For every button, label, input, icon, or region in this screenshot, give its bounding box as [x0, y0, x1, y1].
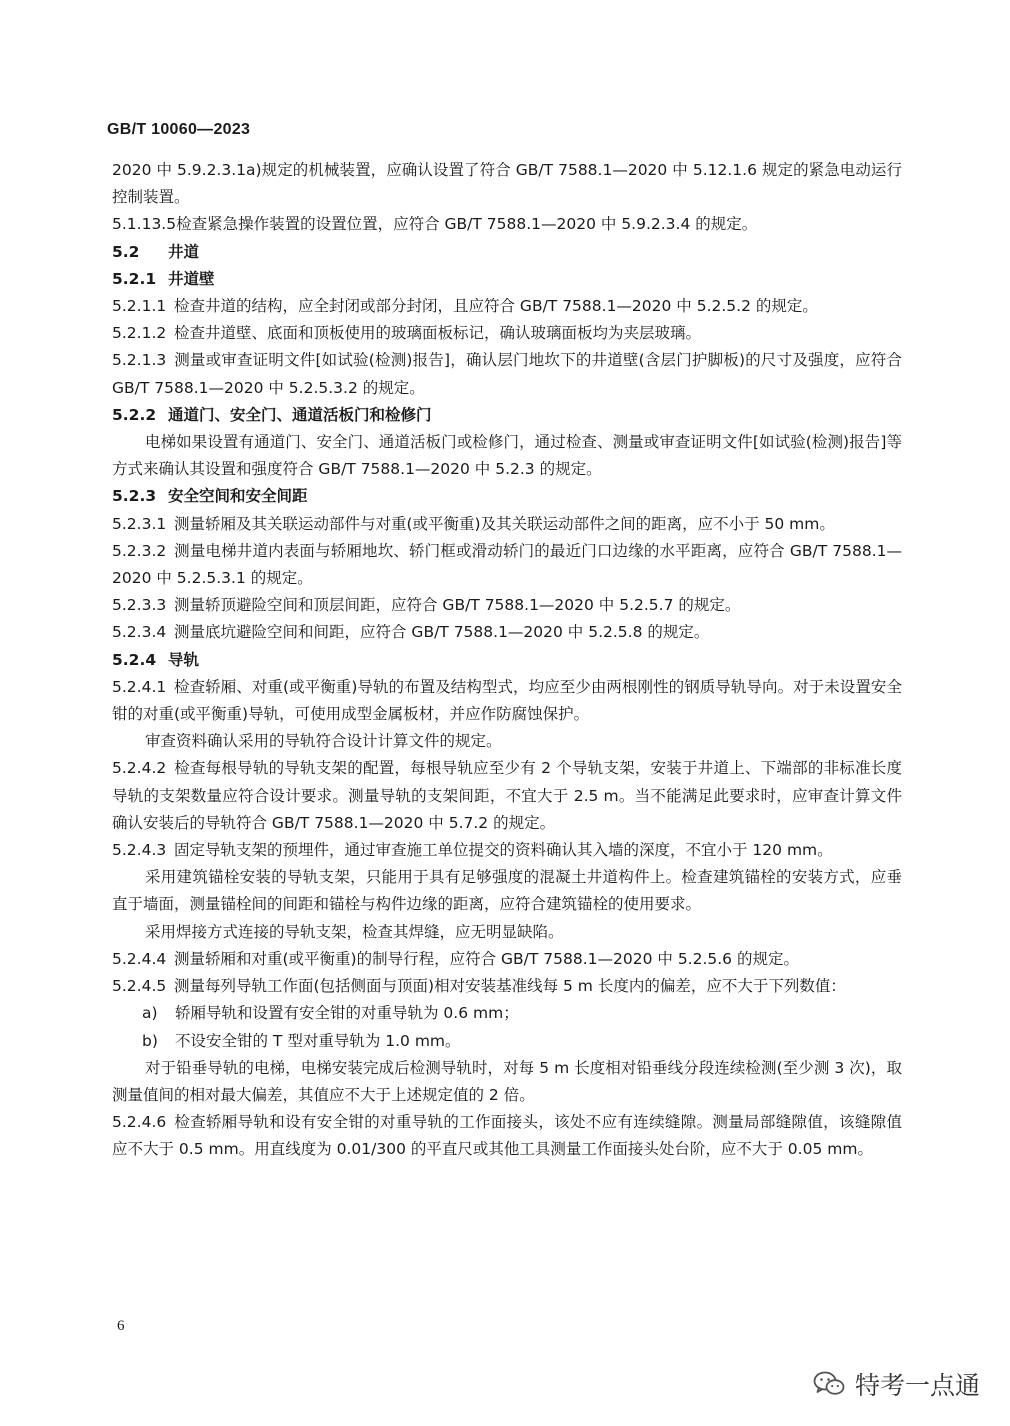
clause-text: 固定导轨支架的预埋件，通过审查施工单位提交的资料确认其入墙的深度，不宜小于 120 mm。	[174, 841, 833, 860]
watermark-text: 特考一点通	[854, 1371, 980, 1400]
document-code-header: GB/T 10060—2023	[107, 121, 251, 138]
clause-text: 检查井道的结构，应全封闭或部分封闭，且应符合 GB/T 7588.1—2020 中 5.2.5.2 的规定。	[174, 297, 818, 316]
clause-5-2-4-5	[112, 973, 902, 1000]
section-title: 导轨	[168, 650, 200, 669]
paragraph: 对于铅垂导轨的电梯，电梯安装完成后检测导轨时，对每 5 m 长度相对铅垂线分段连续检测(至少测 3 次)，取测量值间的相对最大偏差，其值应不大于上述规定值的 2 倍。	[112, 1058, 902, 1104]
section-title: 通道门、安全门、通道活板门和检修门	[168, 405, 432, 424]
clause-5-2-1-3	[112, 347, 902, 401]
section-heading-5-2	[112, 239, 902, 266]
clause-number: 5.2.4.3	[112, 841, 167, 860]
clause-5-1-13-5	[112, 211, 902, 238]
clause-text: 测量轿厢和对重(或平衡重)的制导行程，应符合 GB/T 7588.1—2020 中 5.2.5.6 的规定。	[174, 949, 799, 968]
clause-5-2-4-1	[112, 674, 902, 728]
section-heading-5-2-1	[112, 266, 902, 293]
clause-5-2-3-1	[112, 511, 902, 538]
clause-5-2-4-6	[112, 1109, 902, 1163]
list-text: 轿厢导轨和设置有安全钳的对重导轨为 0.6 mm；	[175, 1004, 519, 1023]
clause-text: 检查紧急操作装置的设置位置，应符合 GB/T 7588.1—2020 中 5.9.2.3.4 的规定。	[176, 215, 758, 234]
list-label: a)	[142, 1004, 158, 1023]
clause-text: 测量轿顶避险空间和顶层间距，应符合 GB/T 7588.1—2020 中 5.2.5.7 的规定。	[174, 596, 741, 615]
paragraph: 电梯如果设置有通道门、安全门、通道活板门或检修门，通过检查、测量或审查证明文件[如试验(检测)报告]等方式来确认其设置和强度符合 GB/T 7588.1—2020 中 5.2.3 的规定。	[112, 433, 902, 479]
clause-number: 5.2.4.1	[112, 677, 167, 696]
clause-text: 检查每根导轨的导轨支架的配置，每根导轨应至少有 2 个导轨支架，安装于井道上、下端部的非标准长度导轨的支架数量应符合设计要求。测量导轨的支架间距，不宜大于 2.5 m。当不能满足此要求时，应审查计算文件确认安装后的导轨符合 GB/T 7588.1—2020 中 5.7.2 的规定。	[112, 759, 902, 832]
clause-5-2-3-4	[112, 619, 902, 646]
section-number: 5.2	[112, 242, 140, 261]
section-heading-5-2-2	[112, 402, 902, 429]
section-heading-5-2-3	[112, 483, 902, 510]
clause-5-2-4-2	[112, 755, 902, 837]
clause-text: 测量底坑避险空间和间距，应符合 GB/T 7588.1—2020 中 5.2.5.8 的规定。	[174, 623, 710, 642]
clause-5-2-1-1	[112, 293, 902, 320]
section-number: 5.2.4	[112, 650, 157, 669]
clause-5-2-4-4	[112, 946, 902, 973]
section-title: 井道	[168, 242, 200, 261]
section-title: 安全空间和安全间距	[168, 487, 308, 506]
paragraph-continuation: 2020 中 5.9.2.3.1a)规定的机械装置，应确认设置了符合 GB/T 7588.1—2020 中 5.12.1.6 规定的紧急电动运行控制装置。	[112, 161, 902, 207]
paragraph: 采用焊接方式连接的导轨支架，检查其焊缝，应无明显缺陷。	[145, 922, 564, 941]
clause-number: 5.2.3.2	[112, 541, 167, 560]
clause-number: 5.2.3.1	[112, 514, 167, 533]
clause-5-2-4-3	[112, 837, 902, 864]
clause-number: 5.2.4.6	[112, 1113, 167, 1132]
section-title: 井道壁	[168, 269, 215, 288]
page-number: 6	[117, 1318, 125, 1334]
clause-number: 5.2.1.2	[112, 324, 167, 343]
clause-text: 测量电梯井道内表面与轿厢地坎、轿门框或滑动轿门的最近门口边缘的水平距离，应符合 GB/T 7588.1—2020 中 5.2.5.3.1 的规定。	[112, 541, 902, 588]
clause-5-2-3-2	[112, 538, 902, 592]
clause-number: 5.2.3.4	[112, 623, 167, 642]
list-item-b	[112, 1028, 902, 1055]
clause-number: 5.2.1.3	[112, 351, 167, 370]
clause-5-2-3-3	[112, 592, 902, 619]
clause-number: 5.2.1.1	[112, 297, 167, 316]
list-text: 不设安全钳的 T 型对重导轨为 1.0 mm。	[175, 1031, 461, 1050]
paragraph: 采用建筑锚栓安装的导轨支架，只能用于具有足够强度的混凝土井道构件上。检查建筑锚栓的安装方式，应垂直于墙面，测量锚栓间的间距和锚栓与构件边缘的距离，应符合建筑锚栓的使用要求。	[112, 868, 902, 914]
clause-text: 测量轿厢及其关联运动部件与对重(或平衡重)及其关联运动部件之间的距离，应不小于 50 mm。	[174, 514, 835, 533]
clause-text: 测量每列导轨工作面(包括侧面与顶面)相对安装基准线每 5 m 长度内的偏差，应不大于下列数值：	[174, 977, 846, 996]
clause-number: 5.2.4.5	[112, 977, 167, 996]
paragraph: 审查资料确认采用的导轨符合设计计算文件的规定。	[145, 732, 502, 751]
watermark	[813, 1366, 980, 1402]
clause-number: 5.2.3.3	[112, 596, 167, 615]
document-body	[112, 157, 902, 1164]
wechat-icon	[813, 1371, 845, 1397]
clause-text: 检查轿厢、对重(或平衡重)导轨的布置及结构型式，均应至少由两根刚性的钢质导轨导向。对于未设置安全钳的对重(或平衡重)导轨，可使用成型金属板材，并应作防腐蚀保护。	[112, 677, 902, 724]
clause-text: 检查井道壁、底面和顶板使用的玻璃面板标记，确认玻璃面板均为夹层玻璃。	[174, 324, 702, 343]
list-label: b)	[142, 1031, 158, 1050]
clause-text: 测量或审查证明文件[如试验(检测)报告]，确认层门地坎下的井道壁(含层门护脚板)的尺寸及强度，应符合 GB/T 7588.1—2020 中 5.2.5.3.2 的规定。	[112, 351, 902, 397]
clause-number: 5.2.4.4	[112, 949, 167, 968]
section-heading-5-2-4	[112, 647, 902, 674]
section-number: 5.2.3	[112, 487, 157, 506]
clause-number: 5.1.13.5	[112, 215, 177, 234]
section-number: 5.2.1	[112, 269, 157, 288]
clause-text: 检查轿厢导轨和设有安全钳的对重导轨的工作面接头，该处不应有连续缝隙。测量局部缝隙值，该缝隙值应不大于 0.5 mm。用直线度为 0.01/300 的平直尺或其他工具测量工作面接头处台阶，应不大于 0.05 mm。	[112, 1113, 902, 1159]
list-item-a	[112, 1000, 902, 1027]
clause-5-2-1-2	[112, 320, 902, 347]
clause-number: 5.2.4.2	[112, 759, 167, 778]
section-number: 5.2.2	[112, 405, 157, 424]
